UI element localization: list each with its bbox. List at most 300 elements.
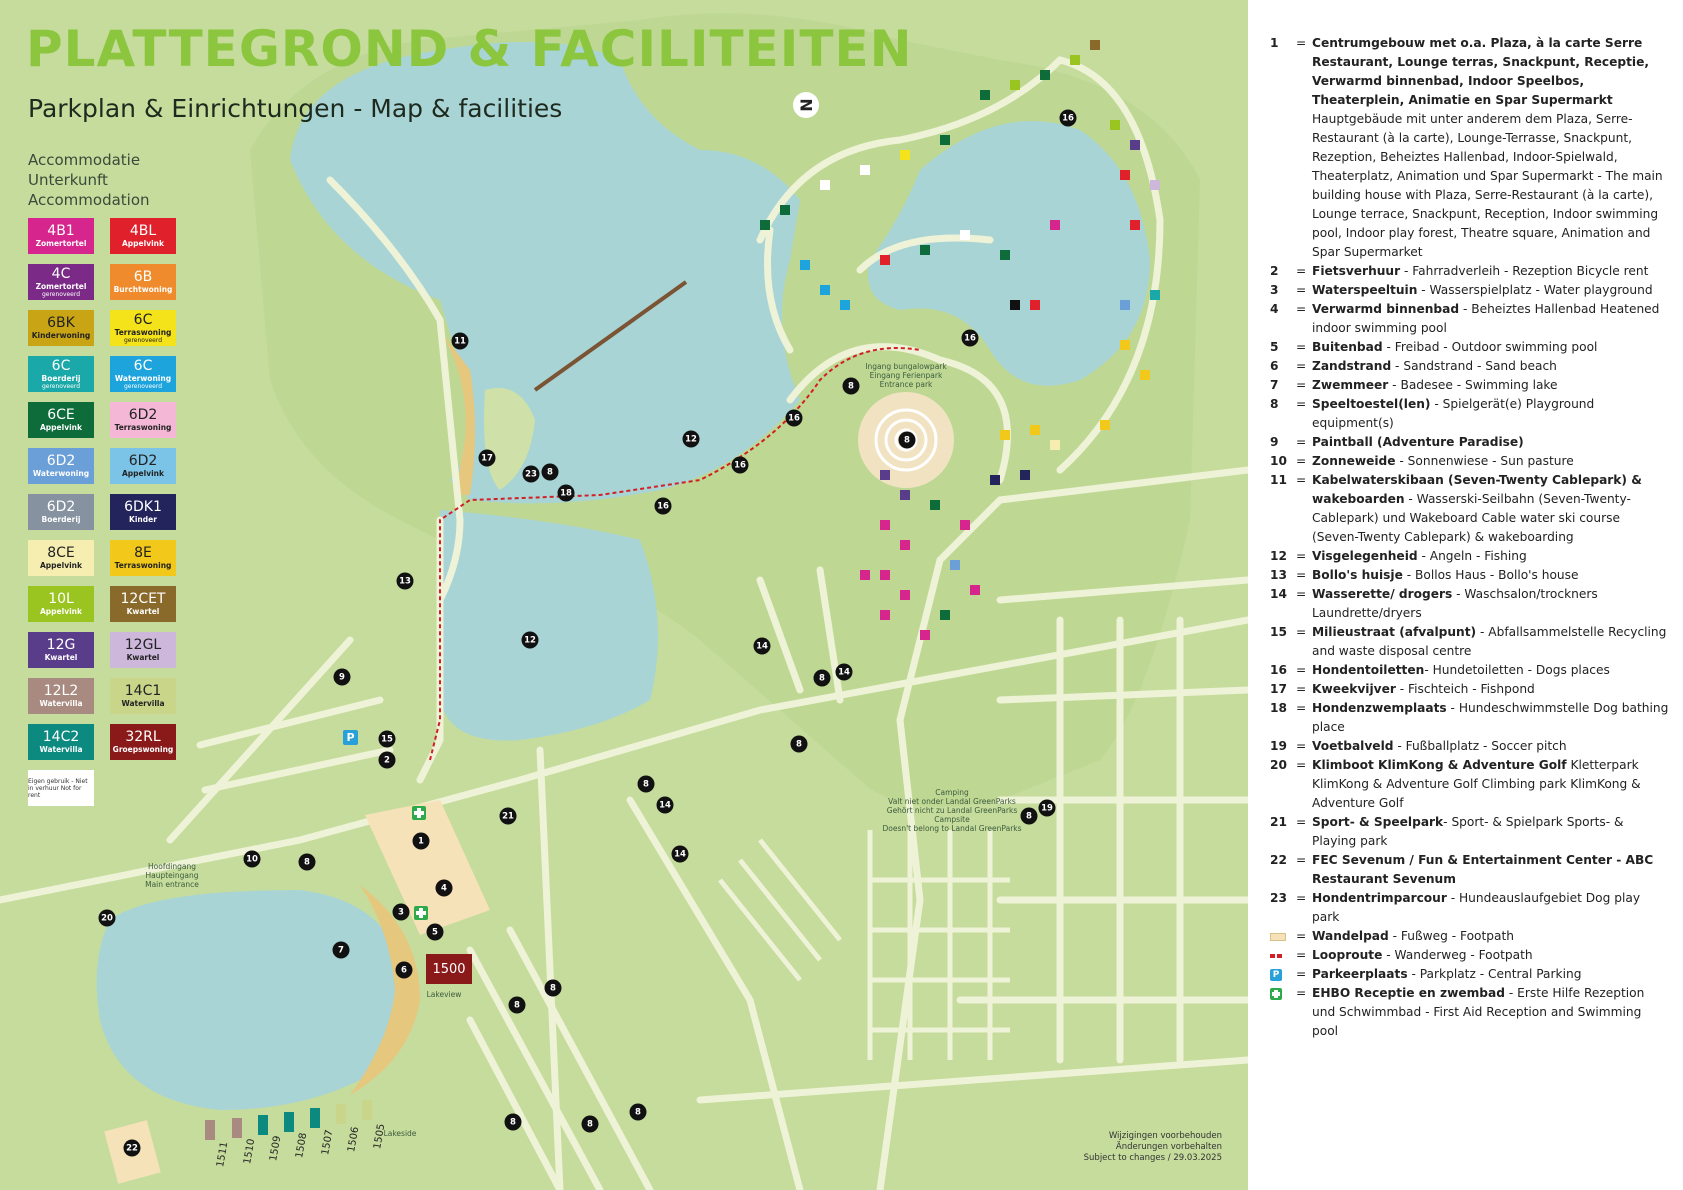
facility-text [1312,281,1670,300]
facility-text [1312,661,1670,680]
facility-description: - Hundeauslaufgebiet Dog play park [1312,891,1641,924]
facility-number: 1 [1270,36,1279,50]
legend-chip [28,356,94,392]
legend-type: Kwartel [126,653,160,662]
facility-number: 8 [1270,397,1279,411]
facility-item [1270,737,1670,756]
legend-code: 6CE [47,407,75,423]
legend-code: 4BL [129,223,157,239]
legend-note: gerenoveerd [41,290,81,298]
facility-text [1312,585,1670,623]
facility-item [1270,376,1670,395]
legend-chip [28,448,94,484]
facility-pin-8[interactable]: 8 [843,378,860,395]
legend-chip [28,724,94,760]
facility-description: - Sonnenwiese - Sun pasture [1395,454,1574,468]
facility-pin-8[interactable]: 8 [542,464,559,481]
facility-pin-21[interactable]: 21 [500,808,517,825]
facility-number: 13 [1270,568,1287,582]
facility-description: - Erste Hilfe Rezeption und Schwimmbad - First Aid Reception and Swimming pool [1312,986,1645,1038]
facility-item [1270,851,1670,889]
legend-chip [110,264,176,300]
legend-type: Eigen gebruik - Niet in verhuur Not for rent [28,777,88,799]
legend-code: 12L2 [43,683,79,699]
facility-pin-10[interactable]: 10 [244,851,261,868]
legend-type: Kwartel [44,653,78,662]
facility-pin-4[interactable]: 4 [436,880,453,897]
facility-title: Voetbalveld [1312,739,1394,753]
facility-number: 10 [1270,454,1287,468]
equals-sign: = [1296,36,1307,50]
facility-number: 12 [1270,549,1287,563]
legend-code: 32RL [125,729,161,745]
legend-code: 12GL [124,637,162,653]
legend-code: 4C [51,265,71,282]
lakeside-unit-label: 1507 [320,1129,336,1156]
facility-title: Sport- & Speelpark [1312,815,1444,829]
lakeside-unit-label: 1511 [215,1141,231,1168]
footpath-icon [1270,933,1286,941]
facility-title: Parkeerplaats [1312,967,1408,981]
legend-chip [28,632,94,668]
facility-text [1312,433,1670,452]
facility-item [1270,395,1670,433]
facility-pin-2[interactable]: 2 [379,752,396,769]
legend-code: 6D2 [46,499,76,515]
equals-sign: = [1296,853,1307,867]
equals-sign: = [1296,340,1307,354]
legend-type: Kinderwoning [31,331,91,340]
equals-sign: = [1296,758,1307,772]
facility-text [1312,452,1670,471]
legend-chip [110,632,176,668]
legend-code: 6D2 [128,453,158,469]
legend-type: Zomertortel [35,281,87,291]
legend-note: gerenoveerd [41,382,81,390]
facility-item [1270,34,1670,262]
facility-pin-16[interactable]: 16 [732,457,749,474]
facility-pin-8[interactable]: 8 [814,670,831,687]
legend-chip [110,218,176,254]
legend-code: 10L [48,591,74,607]
facility-item [1270,585,1670,623]
facility-pin-12[interactable]: 12 [683,431,700,448]
lakeside-label: Lakeside [383,1129,417,1138]
legend-chip [28,310,94,346]
facility-number: 18 [1270,701,1287,715]
legend-type: Boerderij [41,515,81,524]
page-title: PLATTEGROND & FACILITEITEN [26,20,913,78]
legend-chip [28,402,94,438]
facility-number: 17 [1270,682,1287,696]
legend-note: gerenoveerd [123,382,163,390]
facility-text [1312,357,1670,376]
facility-description: - Hundetoiletten - Dogs places [1424,663,1610,677]
facility-pin-8[interactable]: 8 [1021,808,1038,825]
equals-sign: = [1296,739,1307,753]
legend-type: Groepswoning [112,745,174,754]
facility-text [1312,984,1670,1041]
equals-sign: = [1296,587,1307,601]
facility-number: 7 [1270,378,1279,392]
facility-item [1270,262,1670,281]
facility-pin-11[interactable]: 11 [452,333,469,350]
legend-type: Watervilla [39,745,83,754]
facility-pin-8[interactable]: 8 [505,1114,522,1131]
facility-title: Zandstrand [1312,359,1392,373]
legend-code: 8CE [47,545,75,561]
legend-code: 14C1 [124,683,162,699]
facility-title: Waterspeeltuin [1312,283,1418,297]
facility-title: Bollo's huisje [1312,568,1403,582]
equals-sign: = [1296,378,1307,392]
facility-item [1270,699,1670,737]
facility-description: - Angeln - Fishing [1417,549,1527,563]
equals-sign: = [1296,625,1307,639]
legend-chip [28,586,94,622]
lakeside-unit-label: 1510 [242,1138,258,1165]
facility-item [1270,661,1670,680]
facility-title: Hondentoiletten [1312,663,1425,677]
legend-code: 14C2 [42,729,80,745]
legend-code: 6C [133,357,153,374]
legend-code: 6DK1 [124,499,162,515]
facility-pin-8[interactable]: 8 [630,1104,647,1121]
facility-number: 3 [1270,283,1279,297]
legend-code: 6C [51,357,71,374]
facility-description: Hauptgebäude mit unter anderem dem Plaza, Serre-Restaurant (à la carte), Lounge-Terrasse, Snackpunt, Rezeption, Beheiztes Hallenbad, Indoor-Spielwald, Theaterplatz, Animation und Spar Supermarkt - The main building house with Plaza, Serre-Restaurant (à la carte), Lounge terrace, Snackpunt, Reception, Indoor swimming pool, Indoor play forest, Theatre square, Animation and Spar Supermarket [1312,112,1663,259]
facility-number: 9 [1270,435,1279,449]
facility-pin-8[interactable]: 8 [509,997,526,1014]
lakeview-label: Lakeview [426,990,462,999]
facility-text [1312,34,1670,262]
facility-pin-14[interactable]: 14 [672,846,689,863]
facility-pin-3[interactable]: 3 [393,904,410,921]
legend-type: Appelvink [40,561,82,570]
facility-number: 15 [1270,625,1287,639]
equals-sign: = [1296,549,1307,563]
facility-title: Wasserette/ drogers [1312,587,1453,601]
legend-code: 4B1 [47,223,75,239]
facility-item [1270,623,1670,661]
facility-title: Fietsverhuur [1312,264,1401,278]
facility-text [1312,680,1670,699]
facility-title: Buitenbad [1312,340,1383,354]
equals-sign: = [1296,359,1307,373]
facility-pin-17[interactable]: 17 [479,450,496,467]
facility-number: 21 [1270,815,1287,829]
facility-title: Zwemmeer [1312,378,1389,392]
first-aid-icon [1270,988,1282,1000]
facility-description: - Fahrradverleih - Rezeption Bicycle rent [1400,264,1649,278]
lakeside-unit-label: 1505 [372,1123,388,1150]
facility-pin-9[interactable]: 9 [334,669,351,686]
legend-code: 12CET [120,591,166,607]
lakeside-unit-label: 1509 [268,1135,284,1162]
facility-item [1270,927,1670,946]
parking-icon: P [1270,969,1282,981]
legend-type: Terraswoning [114,327,172,337]
equals-sign: = [1296,891,1307,905]
camping-label: Camping Valt niet onder Landal GreenParks Gehört nicht zu Landal GreenParks Campsite Doesn't belong to Landal GreenParks [882,788,1022,833]
legend-chip [28,540,94,576]
facility-pin-19[interactable]: 19 [1039,800,1056,817]
equals-sign: = [1296,929,1307,943]
facility-pin-23[interactable]: 23 [523,466,540,483]
facility-number: 5 [1270,340,1279,354]
facility-description: - Hundeschwimmstelle Dog bathing place [1312,701,1669,734]
facility-item [1270,547,1670,566]
notice: Wijzigingen voorbehouden Änderungen vorbehalten Subject to changes / 29.03.2025 [1083,1131,1222,1163]
legend-type: Appelvink [40,423,82,432]
entrance-park-label: Ingang bungalowpark Eingang Ferienpark Entrance park [865,362,947,389]
facility-number: 19 [1270,739,1287,753]
accommodation-heading: Accommodatie Unterkunft Accommodation [28,151,150,209]
legend-note: gerenoveerd [123,336,163,344]
facility-text [1312,813,1670,851]
facility-description: - Beheiztes Hallenbad Heatened indoor swimming pool [1312,302,1660,335]
facility-item [1270,357,1670,376]
facility-pin-5[interactable]: 5 [427,924,444,941]
facility-number: 6 [1270,359,1279,373]
equals-sign: = [1296,682,1307,696]
legend-chip [110,586,176,622]
facility-item [1270,813,1670,851]
equals-sign: = [1296,568,1307,582]
facility-item [1270,680,1670,699]
facility-description: - Parkplatz - Central Parking [1407,967,1582,981]
facility-title: EHBO Receptie en zwembad [1312,986,1505,1000]
legend-type: Boerderij [41,373,81,383]
facility-title: Visgelegenheid [1312,549,1418,563]
facility-pin-22[interactable]: 22 [124,1140,141,1157]
facility-item [1270,756,1670,813]
facility-pin-16[interactable]: 16 [786,410,803,427]
facility-title: Hondentrimparcour [1312,891,1447,905]
legend-code: 12G [46,637,76,653]
facility-title: Speeltoestel(len) [1312,397,1431,411]
main-entrance-label: Hoofdingang Haupteingang Main entrance [145,862,199,889]
equals-sign: = [1296,986,1307,1000]
facility-description: - Wanderweg - Footpath [1382,948,1533,962]
legend-code: 8E [134,545,152,561]
facility-text [1312,623,1670,661]
facility-description: - Bollos Haus - Bollo's house [1402,568,1579,582]
facility-text [1312,566,1670,585]
facilities-list [1270,34,1670,1041]
legend-code: 6B [133,269,153,285]
facility-item [1270,281,1670,300]
facility-pin-1[interactable]: 1 [413,833,430,850]
equals-sign: = [1296,663,1307,677]
page-subtitle: Parkplan & Einrichtungen - Map & facilities [28,94,563,123]
facility-pin-8[interactable]: 8 [545,980,562,997]
facility-text [1312,300,1670,338]
facility-title: Milieustraat (afvalpunt) [1312,625,1477,639]
facility-text [1312,889,1670,927]
legend-type: Terraswoning [114,423,172,432]
legend-type: Appelvink [40,607,82,616]
facility-title: Kweekvijver [1312,682,1396,696]
facility-text [1312,756,1670,813]
facility-pin-16[interactable]: 16 [655,498,672,515]
facility-item [1270,946,1670,965]
facility-pin-8[interactable]: 8 [638,776,655,793]
equals-sign: = [1296,283,1307,297]
legend-chip [110,678,176,714]
facility-text [1312,851,1670,889]
facility-number: 16 [1270,663,1287,677]
legend-chip [110,540,176,576]
equals-sign: = [1296,264,1307,278]
facility-pin-18[interactable]: 18 [558,485,575,502]
facility-item [1270,984,1670,1041]
facility-pin-20[interactable]: 20 [99,910,116,927]
facility-description: - Freibad - Outdoor swimming pool [1382,340,1598,354]
legend-chip [110,356,176,392]
facility-text [1312,737,1670,756]
facility-title: Wandelpad [1312,929,1389,943]
facility-item [1270,965,1670,984]
legend-type: Waterwoning [32,469,90,478]
equals-sign: = [1296,815,1307,829]
facility-title: Verwarmd binnenbad [1312,302,1460,316]
legend-type: Watervilla [39,699,83,708]
facility-title: FEC Sevenum / Fun & Entertainment Center - ABC Restaurant Sevenum [1312,853,1654,886]
facility-item [1270,338,1670,357]
facility-description: - Badesee - Swimming lake [1388,378,1558,392]
lakeside-unit-label: 1508 [294,1132,310,1159]
facility-title: Centrumgebouw met o.a. Plaza, à la carte Serre Restaurant, Lounge terras, Snackpunt, Receptie, Verwarmd binnenbad, Indoor Speelbos, Theaterplein, Animatie en Spar Supermarkt [1312,36,1649,107]
facility-pin-14[interactable]: 14 [657,797,674,814]
legend-chip [28,494,94,530]
lower-lake [440,510,658,741]
facility-description: - Abfallsammelstelle Recycling and waste disposal centre [1312,625,1667,658]
facility-pin-12[interactable]: 12 [522,632,539,649]
facility-description: - Wasserspielplatz - Water playground [1417,283,1653,297]
facility-number: 4 [1270,302,1279,316]
legend-type: Burchtwoning [113,285,173,294]
legend-type: Appelvink [122,239,164,248]
legend-chip [28,770,94,806]
first-aid-icon[interactable] [414,906,428,920]
building-1500[interactable]: 1500 [426,954,472,984]
legend-chip [28,218,94,254]
accommodation-legend [28,218,176,806]
facility-title: Klimboot KlimKong & Adventure Golf [1312,758,1567,772]
facility-pin-8[interactable]: 8 [299,854,316,871]
facility-text [1312,262,1670,281]
facility-title: Paintball (Adventure Paradise) [1312,435,1524,449]
north-arrow-icon: N [793,92,819,118]
equals-sign: = [1296,948,1307,962]
facility-pin-8[interactable]: 8 [791,736,808,753]
facility-description: - Sandstrand - Sand beach [1391,359,1557,373]
facility-pin-13[interactable]: 13 [397,573,414,590]
facility-number: 23 [1270,891,1287,905]
facility-text [1312,376,1670,395]
facility-text [1312,547,1670,566]
facility-text [1312,927,1670,946]
facility-pin-16[interactable]: 16 [1060,110,1077,127]
legend-type: Zomertortel [35,239,87,248]
legend-type: Terraswoning [114,561,172,570]
legend-chip [110,494,176,530]
facility-item [1270,452,1670,471]
facility-description: - Waschsalon/trockners Laundrette/dryers [1312,587,1598,620]
facility-text [1312,471,1670,547]
facility-text [1312,338,1670,357]
equals-sign: = [1296,701,1307,715]
equals-sign: = [1296,397,1307,411]
facility-title: Kabelwaterskibaan (Seven-Twenty Cablepark) & wakeboarden [1312,473,1642,506]
facility-pin-15[interactable]: 15 [379,731,396,748]
facility-item [1270,889,1670,927]
equals-sign: = [1296,473,1307,487]
equals-sign: = [1296,454,1307,468]
legend-code: 6D2 [46,453,76,469]
facility-pin-7[interactable]: 7 [333,942,350,959]
facility-text [1312,699,1670,737]
facility-number: 11 [1270,473,1287,487]
facility-description: - Fußballplatz - Soccer pitch [1393,739,1567,753]
facility-description: - Fischteich - Fishpond [1395,682,1535,696]
legend-type: Waterwoning [114,373,172,383]
equals-sign: = [1296,302,1307,316]
facility-number: 14 [1270,587,1287,601]
facility-title: Looproute [1312,948,1383,962]
facility-pin-14[interactable]: 14 [836,664,853,681]
legend-code: 6D2 [128,407,158,423]
facility-number: 22 [1270,853,1287,867]
facility-pin-6[interactable]: 6 [396,962,413,979]
legend-chip [110,448,176,484]
walking-route-icon [1270,954,1284,958]
facility-item [1270,566,1670,585]
facility-pin-16[interactable]: 16 [962,330,979,347]
swimming-lake [97,890,402,1110]
legend-code: 6BK [47,315,75,331]
equals-sign: = [1296,967,1307,981]
parking-icon[interactable]: P [343,730,358,745]
legend-chip [28,264,94,300]
equals-sign: = [1296,435,1307,449]
facility-item [1270,433,1670,452]
facility-pin-8[interactable]: 8 [582,1116,599,1133]
facility-description: Kletterpark KlimKong & Adventure Golf Climbing park KlimKong & Adventure Golf [1312,758,1641,810]
facility-description: - Wasserski-Seilbahn (Seven-Twenty-Cablepark) und Wakeboard Cable water ski course (Seven-Twenty Cablepark) & wakeboarding [1312,492,1631,544]
facility-description: - Sport- & Spielpark Sports- & Playing park [1312,815,1624,848]
legend-type: Kinder [129,515,157,524]
facility-item [1270,300,1670,338]
facility-description: - Spielgerät(e) Playground equipment(s) [1312,397,1595,430]
facility-pin-14[interactable]: 14 [754,638,771,655]
facility-text [1312,946,1670,965]
legend-chip [110,724,176,760]
facility-description: - Fußweg - Footpath [1388,929,1514,943]
facility-number: 2 [1270,264,1279,278]
first-aid-icon[interactable] [412,806,426,820]
facility-number: 20 [1270,758,1287,772]
facility-item [1270,471,1670,547]
facility-pin-8[interactable]: 8 [899,432,916,449]
facility-text [1312,965,1670,984]
lakeside-unit-label: 1506 [346,1126,362,1153]
legend-type: Watervilla [121,699,165,708]
legend-chip [110,310,176,346]
legend-chip [28,678,94,714]
legend-code: 6C [133,311,153,328]
